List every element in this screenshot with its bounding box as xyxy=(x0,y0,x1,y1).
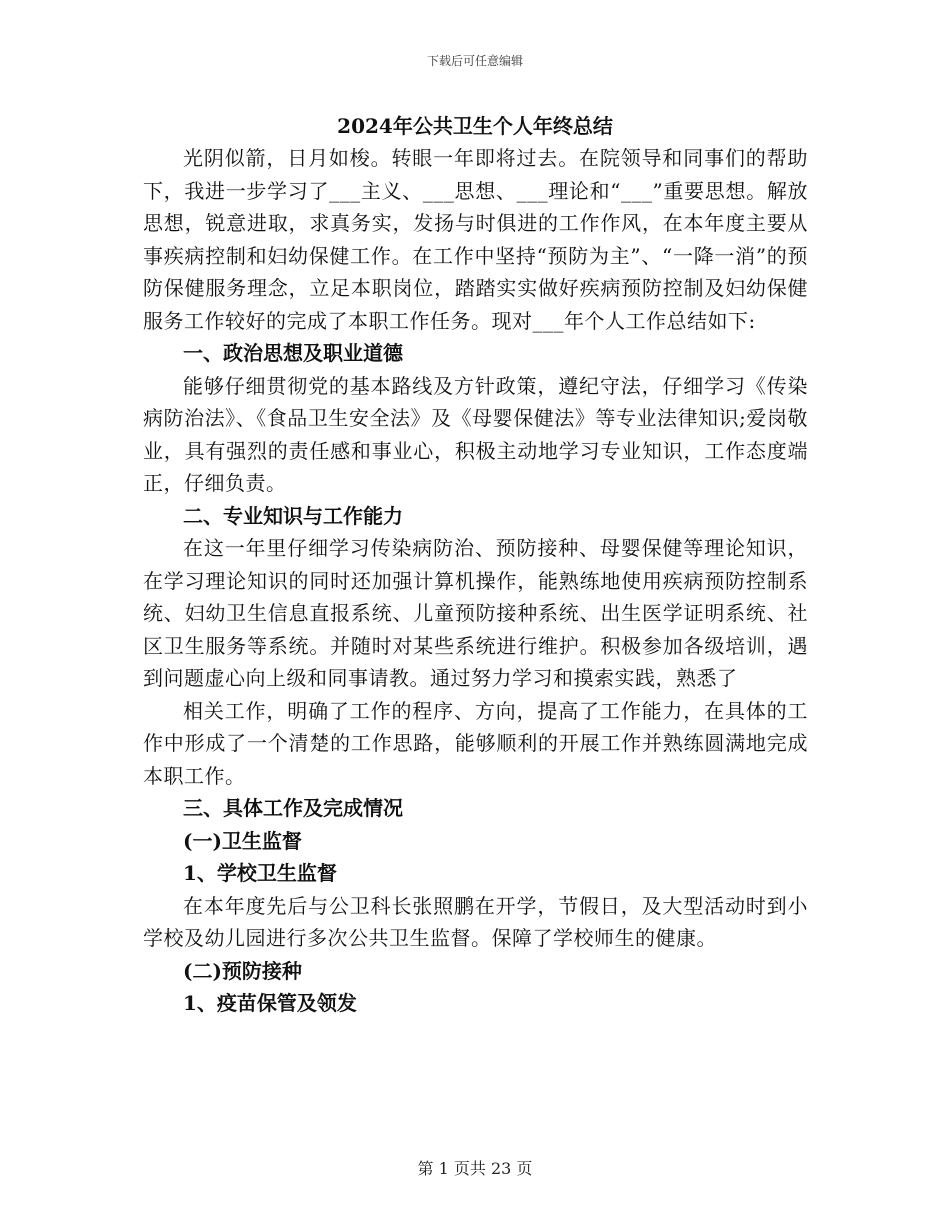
section-heading-2: 二、专业知识与工作能力 xyxy=(183,503,403,528)
item-heading: 1、疫苗保管及领发 xyxy=(183,991,357,1015)
page-header: 下载后可任意编辑 xyxy=(426,54,523,68)
document-title: 2024年公共卫生个人年终总结 xyxy=(337,114,613,138)
subsection-heading: (二)预防接种 xyxy=(183,958,302,983)
school-health-paragraph: 在本年度先后与公卫科长张照鹏在开学，节假日，及大型活动时到小学校及幼儿园进行多次公共卫生监督。保障了学校师生的健康。 xyxy=(143,893,808,950)
subsection-heading: (一)卫生监督 xyxy=(183,828,302,853)
document-body xyxy=(143,142,808,1020)
section-1-paragraph: 能够仔细贯彻党的基本路线及方针政策，遵纪守法，仔细学习《传染病防治法》、《食品卫生安全法》及《母婴保健法》等专业法律知识;爱岗敬业，具有强烈的责任感和事业心，积极主动地学习专业知识，工作态度端正，仔细负责。 xyxy=(143,373,808,495)
section-heading-1: 一、政治思想及职业道德 xyxy=(183,341,403,365)
section-2-paragraph: 在这一年里仔细学习传染病防治、预防接种、母婴保健等理论知识，在学习理论知识的同时还加强计算机操作，能熟练地使用疾病预防控制系统、妇幼卫生信息直报系统、儿童预防接种系统、出生医学证明系统、社区卫生服务等系统。并随时对某些系统进行维护。积极参加各级培训，遇到问题虚心向上级和同事请教。通过努力学习和摸索实践，熟悉了 xyxy=(143,536,808,690)
page-footer: 第 1 页共 23 页 xyxy=(417,1159,533,1178)
section-2-paragraph-b: 相关工作，明确了工作的程序、方向，提高了工作能力，在具体的工作中形成了一个清楚的工作思路，能够顺利的开展工作并熟练圆满地完成本职工作。 xyxy=(143,698,808,788)
section-heading-3: 三、具体工作及完成情况 xyxy=(183,796,403,820)
item-heading: 1、学校卫生监督 xyxy=(183,861,337,885)
intro-paragraph: 光阴似箭，日月如梭。转眼一年即将过去。在院领导和同事们的帮助下，我进一步学习了___主义、___思想、___理论和“___”重要思想。解放思想，锐意进取，求真务实，发扬与时俱进的工作作风，在本年度主要从事疾病控制和妇幼保健工作。在工作中坚持“预防为主”、“一降一消”的预防保健服务理念，立足本职岗位，踏踏实实做好疾病预防控制及妇幼保健服务工作较好的完成了本职工作任务。现对___年个人工作总结如下: xyxy=(143,146,808,333)
